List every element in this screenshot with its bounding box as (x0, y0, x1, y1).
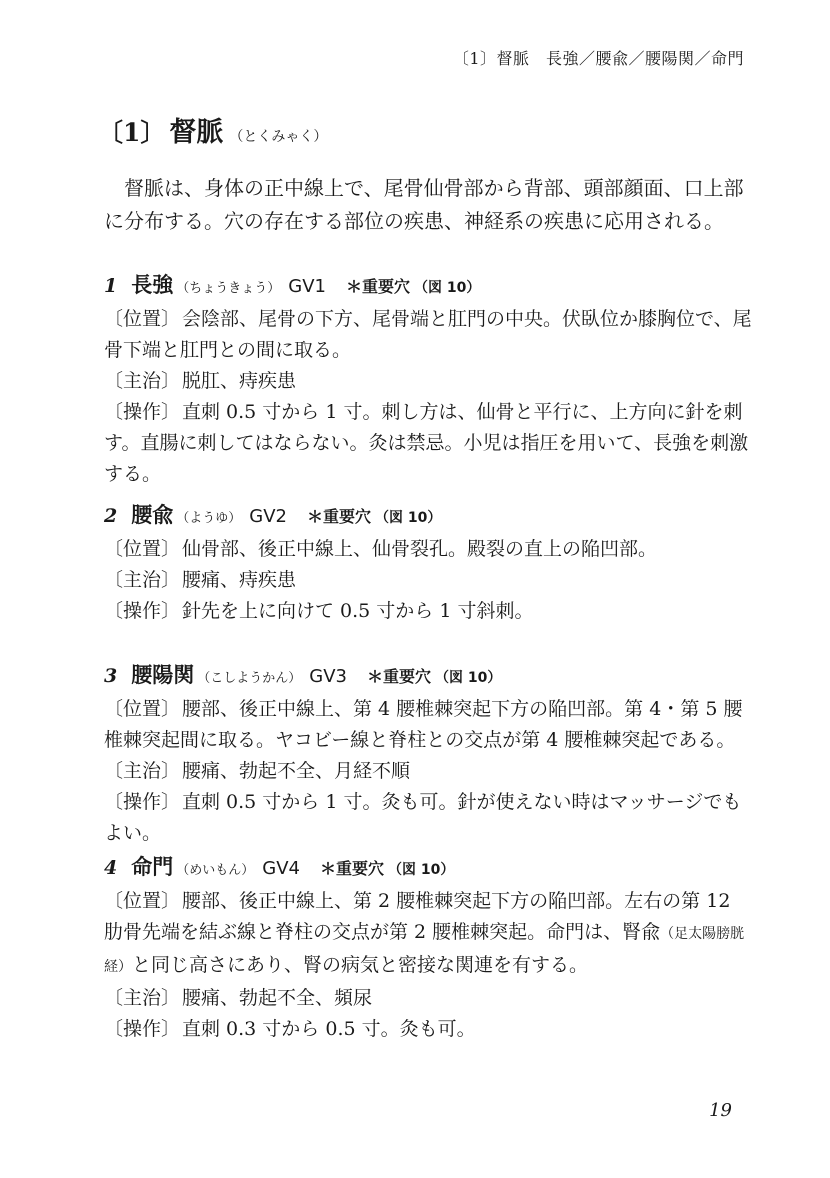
importance-label: ＊重要穴 (319, 859, 384, 878)
acupoint-name: 腰陽関 (131, 662, 195, 687)
location-row: 〔位置〕 会陰部、尾骨の下方、尾骨端と肛門の中央。伏臥位か膝胸位で、尾骨下端と肛門との間に取る。 (104, 308, 752, 361)
importance-label: ＊重要穴 (366, 667, 431, 686)
acupoint-index: 3 (104, 665, 118, 687)
intro-paragraph: 督脈は、身体の正中線上で、尾骨仙骨部から背部、頭部顔面、口上部に分布する。穴の存在する部位の疾患、神経系の疾患に応用される。 (104, 176, 744, 233)
acupoint-name: 命門 (131, 854, 174, 879)
acupoint-index: 2 (104, 505, 118, 527)
acupoint-header (104, 500, 754, 534)
acupoint-reading: （ようゆ） (176, 511, 242, 526)
acupoint-section-3 (104, 660, 754, 849)
acupoint-header (104, 660, 754, 694)
figure-reference: （図 10） (434, 670, 502, 686)
figure-reference: （図 10） (413, 280, 481, 296)
acupoint-header (104, 270, 754, 304)
figure-reference: （図 10） (387, 862, 455, 878)
indication-row: 〔主治〕 腰痛、勃起不全、頻尿 (104, 987, 373, 1009)
acupoint-section-4 (104, 852, 754, 1045)
chapter-reading: （とくみゃく） (229, 129, 328, 145)
location-row: 〔位置〕 腰部、後正中線上、第 4 腰椎棘突起下方の陥凹部。第 4・第 5 腰椎棘突起間に取る。ヤコビー線と脊柱との交点が第 4 腰椎棘突起である。 (104, 698, 743, 751)
location-row: 〔位置〕 腰部、後正中線上、第 2 腰椎棘突起下方の陥凹部。左右の第 12 肋骨先端を結ぶ線と脊柱の交点が第 2 腰椎棘突起。命門は、腎兪（足太陽膀胱経）と同じ高さにあり、腎の病気と密接な関連を有する。 (104, 890, 745, 976)
page-number: 19 (709, 1100, 732, 1121)
running-head: 〔1〕督脈 長強／腰兪／腰陽関／命門 (452, 49, 744, 68)
indication-row: 〔主治〕 脱肛、痔疾患 (104, 370, 297, 392)
acupoint-reading: （こしようかん） (197, 671, 302, 686)
acupoint-reading: （めいもん） (176, 863, 255, 878)
meridian-note: （足太陽膀胱経） (104, 926, 745, 975)
technique-row: 〔操作〕 針先を上に向けて 0.5 寸から 1 寸斜刺。 (104, 600, 534, 622)
chapter-number: 〔1〕 (98, 118, 166, 147)
acupoint-reading: （ちょうきょう） (176, 281, 281, 296)
acupoint-code: GV3 (309, 666, 347, 687)
technique-row: 〔操作〕 直刺 0.3 寸から 0.5 寸。灸も可。 (104, 1018, 476, 1040)
indication-row: 〔主治〕 腰痛、痔疾患 (104, 569, 297, 591)
chapter-heading (98, 110, 327, 149)
acupoint-section-1 (104, 270, 754, 490)
acupoint-code: GV4 (262, 858, 300, 879)
chapter-title: 督脈 (169, 117, 224, 148)
technique-row: 〔操作〕 直刺 0.5 寸から 1 寸。灸も可。針が使えない時はマッサージでもよい。 (104, 791, 742, 844)
acupoint-section-2 (104, 500, 754, 627)
figure-reference: （図 10） (374, 510, 442, 526)
technique-row: 〔操作〕 直刺 0.5 寸から 1 寸。刺し方は、仙骨と平行に、上方向に針を刺す。直腸に刺してはならない。灸は禁忌。小児は指圧を用いて、長強を刺激する。 (104, 401, 749, 485)
acupoint-name: 長強 (131, 272, 174, 297)
acupoint-index: 4 (104, 857, 118, 879)
importance-label: ＊重要穴 (306, 507, 371, 526)
acupoint-code: GV2 (249, 506, 287, 527)
acupoint-index: 1 (104, 275, 118, 297)
importance-label: ＊重要穴 (345, 277, 410, 296)
indication-row: 〔主治〕 腰痛、勃起不全、月経不順 (104, 760, 411, 782)
location-row: 〔位置〕 仙骨部、後正中線上、仙骨裂孔。殿裂の直上の陥凹部。 (104, 538, 658, 560)
acupoint-name: 腰兪 (131, 502, 174, 527)
acupoint-code: GV1 (288, 276, 326, 297)
acupoint-header (104, 852, 754, 886)
